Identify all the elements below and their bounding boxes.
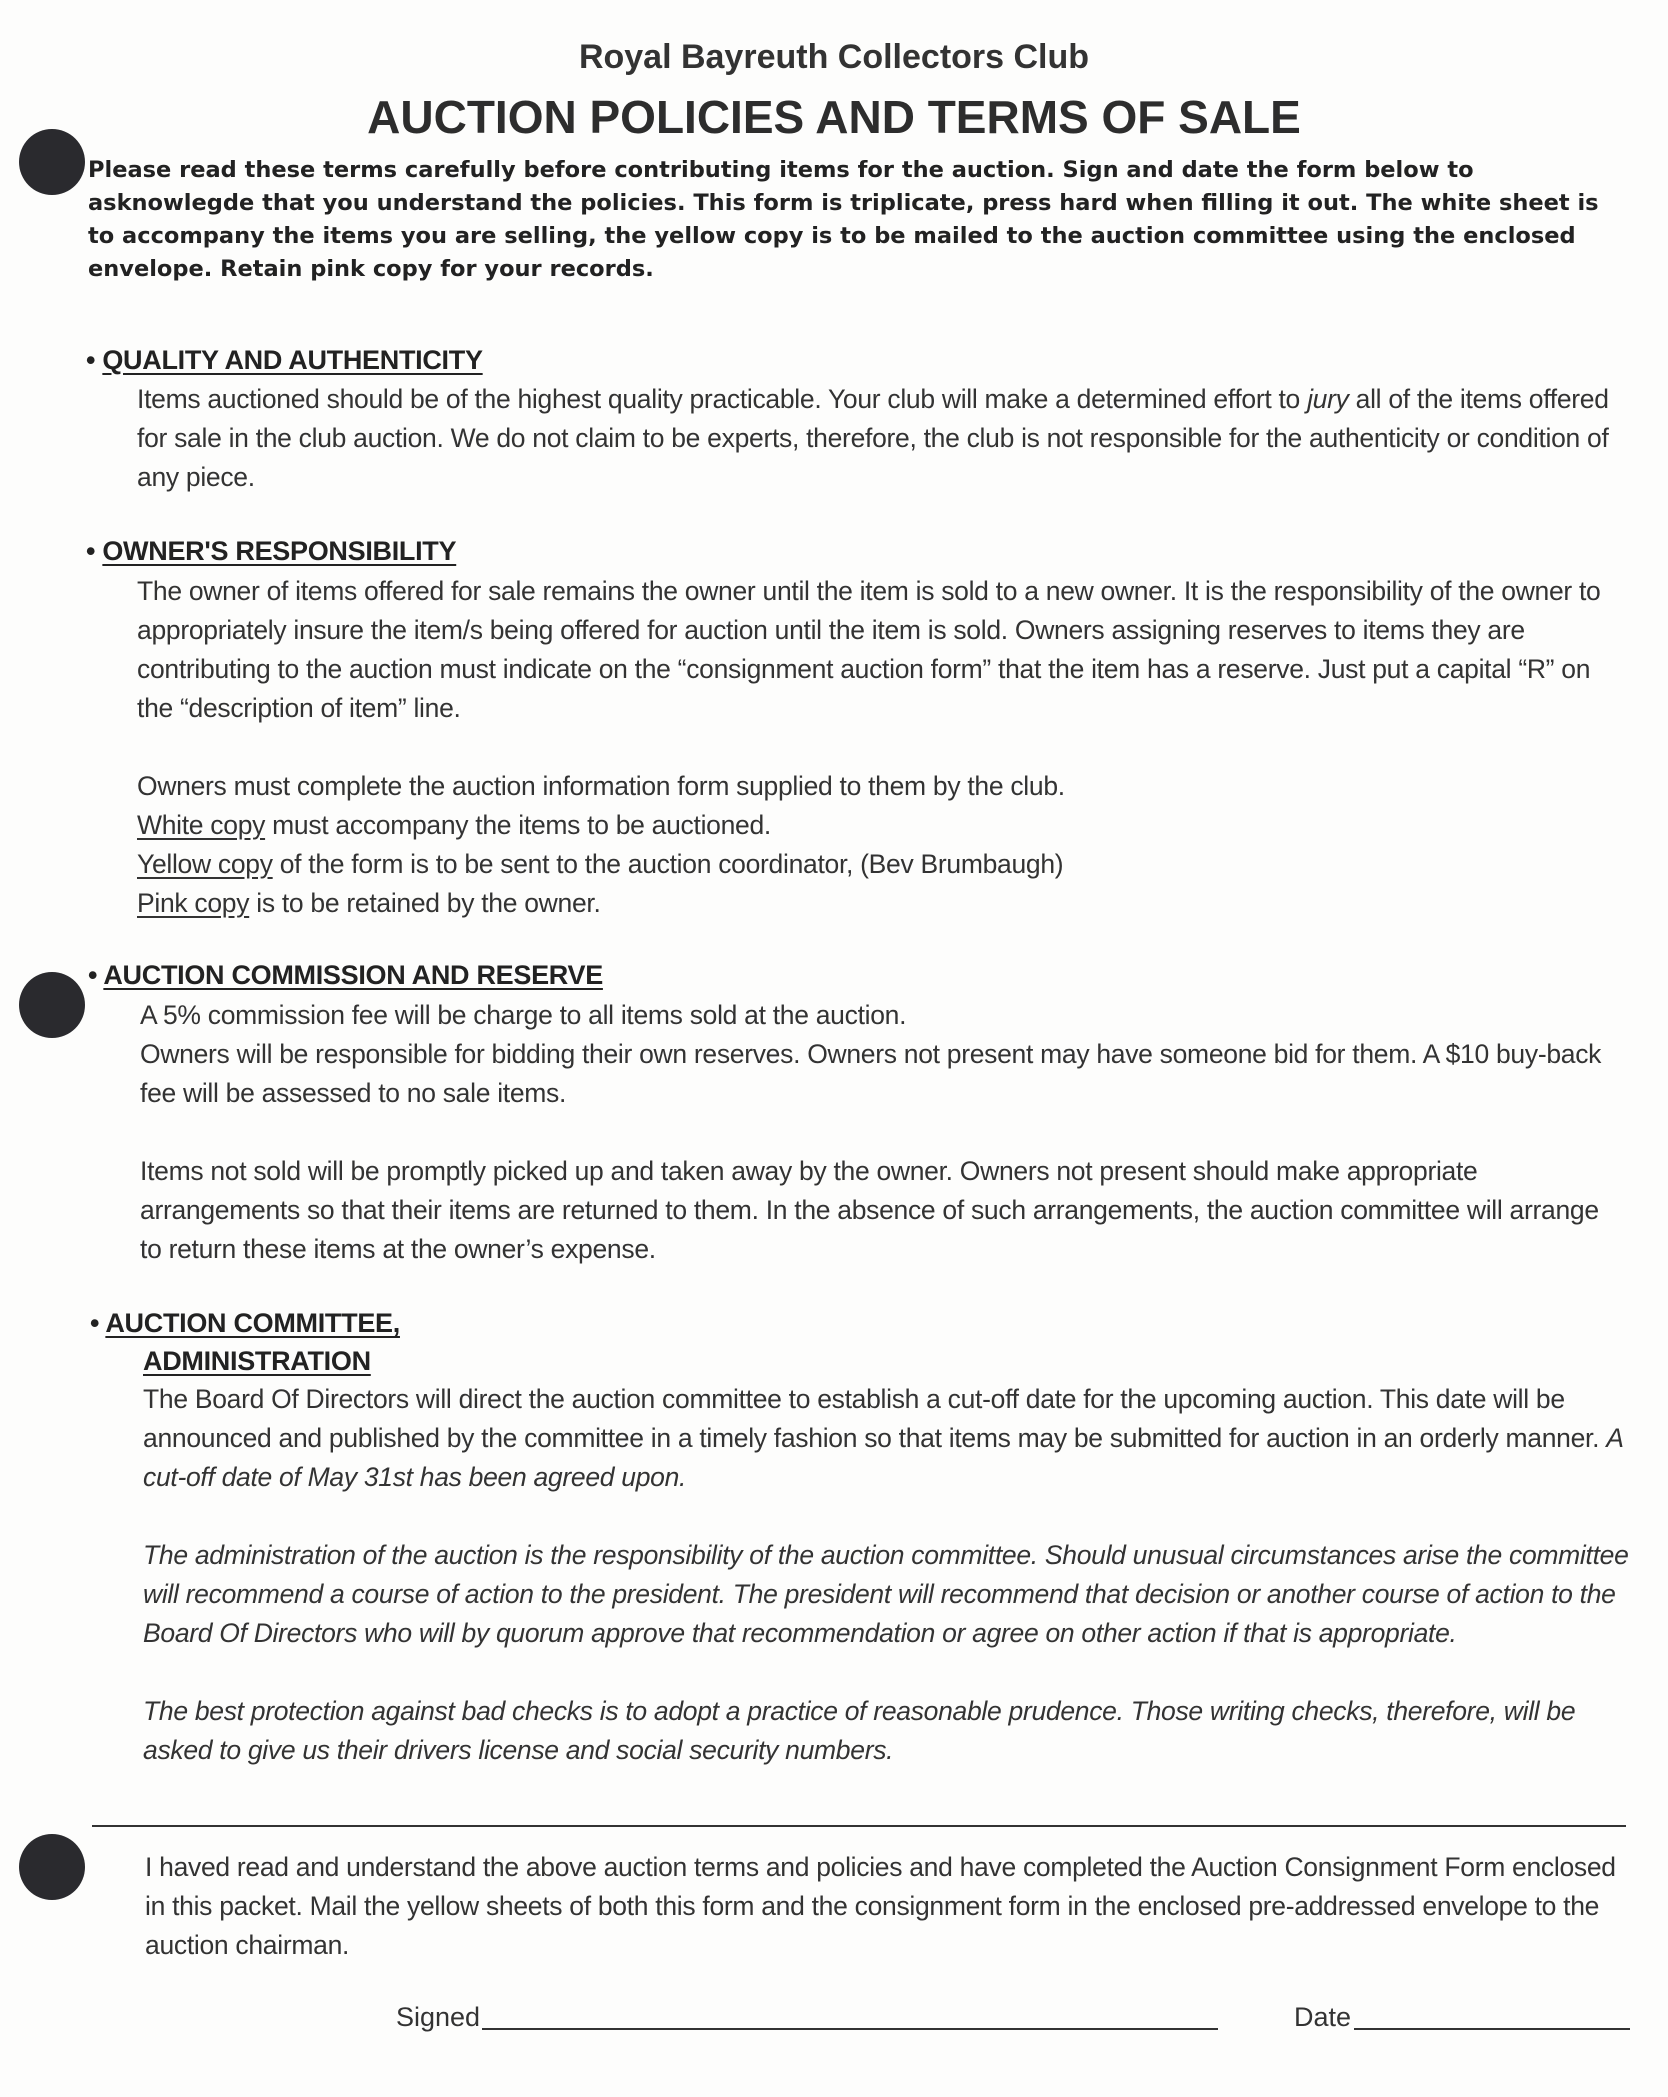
page-title: AUCTION POLICIES AND TERMS OF SALE — [367, 91, 1301, 143]
bullet: • — [86, 536, 96, 566]
yellow-copy-text: of the form is to be sent to the auction coordinator, (Bev Brumbaugh) — [272, 849, 1064, 879]
heading-text: OWNER'S RESPONSIBILITY — [102, 536, 457, 566]
pink-copy-text: is to be retained by the owner. — [249, 888, 601, 918]
binder-hole — [19, 1834, 85, 1900]
section-body-owner — [137, 572, 1627, 923]
section-heading-committee-line2 — [143, 1346, 371, 1377]
white-copy-label: White copy — [137, 810, 266, 840]
heading-text: AUCTION COMMISSION AND RESERVE — [103, 960, 603, 990]
divider — [92, 1825, 1626, 1827]
bullet: • — [90, 1308, 100, 1338]
owner-paragraph: The owner of items offered for sale remains the owner until the item is sold to a new owner. It is the responsibility of the owner to appropriately insure the item/s being offered for auction until the item is sold. Owners assigning reserves to items they are contributing to the auction must indicate on the “consignment auction form” that the item has a reserve. Just put a capital “R” on the “description of item” line. — [137, 576, 1601, 723]
section-heading-committee — [90, 1308, 400, 1339]
unsold-items-paragraph: Items not sold will be promptly picked up and taken away by the owner. Owners not present should make appropriate arrangements so that their items are returned to them. In the absence of such arrangements, the auction committee will arrange to return these items at the owner’s expense. — [140, 1156, 1599, 1264]
section-body-commission — [140, 996, 1626, 1269]
binder-hole — [19, 972, 85, 1038]
signed-label: Signed — [396, 2002, 481, 2032]
cutoff-date-note: A cut-off date of May 31st has been agreed upon. — [143, 1423, 1623, 1492]
owner-form-note: Owners must complete the auction information form supplied to them by the club. — [137, 771, 1065, 801]
section-heading-owner — [86, 536, 456, 567]
signature-line[interactable] — [482, 2028, 1218, 2030]
acknowledgement-paragraph: I haved read and understand the above auction terms and policies and have completed the Auction Consignment Form enclosed in this packet. Mail the yellow sheets of both this form and the consignment form in the enclosed pre-addressed envelope to the auction chairman. — [145, 1852, 1616, 1960]
white-copy-line — [137, 806, 1627, 845]
body-text: all of the items offered for sale in the club auction. We do not claim to be experts, therefore, the club is not responsible for the authenticity or condition of any piece. — [137, 384, 1609, 492]
heading-text: QUALITY AND AUTHENTICITY — [102, 345, 483, 375]
yellow-copy-label: Yellow copy — [137, 849, 273, 879]
white-copy-text: must accompany the items to be auctioned. — [265, 810, 771, 840]
section-body-committee — [143, 1380, 1629, 1770]
heading-text: AUCTION COMMITTEE, — [105, 1308, 400, 1338]
date-label: Date — [1294, 2002, 1352, 2032]
body-text: The Board Of Directors will direct the auction committee to establish a cut-off date for the upcoming auction. This date will be announced and published by the committee in a timely fashion so that items may be submitted for auction in an orderly manner. — [143, 1384, 1607, 1453]
body-text: Items auctioned should be of the highest quality practicable. Your club will make a determined effort to — [137, 384, 1308, 414]
pink-copy-line — [137, 884, 1627, 923]
intro-paragraph: Please read these terms carefully before contributing items for the auction. Sign and date the form below to asknowlegde that you understand the policies. This form is triplicate, press hard when filling it out. The white sheet is to accompany the items you are selling, the yellow copy is to be mailed to the auction committee using the enclosed envelope. Retain pink copy for your records. — [88, 157, 1599, 282]
section-body-quality — [137, 380, 1627, 497]
section-heading-quality — [86, 345, 483, 376]
bad-checks-paragraph: The best protection against bad checks is to adopt a practice of reasonable prudence. Those writing checks, therefore, will be asked to give us their drivers license and social security numbers. — [143, 1696, 1576, 1765]
bullet: • — [86, 345, 96, 375]
club-name: Royal Bayreuth Collectors Club — [578, 38, 1090, 76]
administration-paragraph: The administration of the auction is the responsibility of the auction committee. Should unusual circumstances arise the committee will recommend a course of action to the president. The president will recommend that decision or another course of action to the Board Of Directors who will by quorum approve that recommendation or agree on other action if that is appropriate. — [143, 1540, 1629, 1648]
date-line[interactable] — [1354, 2028, 1630, 2030]
yellow-copy-line — [137, 845, 1627, 884]
section-heading-commission — [88, 960, 603, 991]
commission-fee-line: A 5% commission fee will be charge to all items sold at the auction. — [140, 1000, 907, 1030]
bullet: • — [88, 960, 98, 990]
pink-copy-label: Pink copy — [137, 888, 250, 918]
cutoff-paragraph — [143, 1380, 1629, 1497]
heading-text: ADMINISTRATION — [143, 1346, 371, 1376]
reserve-line: Owners will be responsible for bidding their own reserves. Owners not present may have someone bid for them. A $10 buy-back fee will be assessed to no sale items. — [140, 1039, 1602, 1108]
body-text-italic: jury — [1307, 384, 1349, 414]
